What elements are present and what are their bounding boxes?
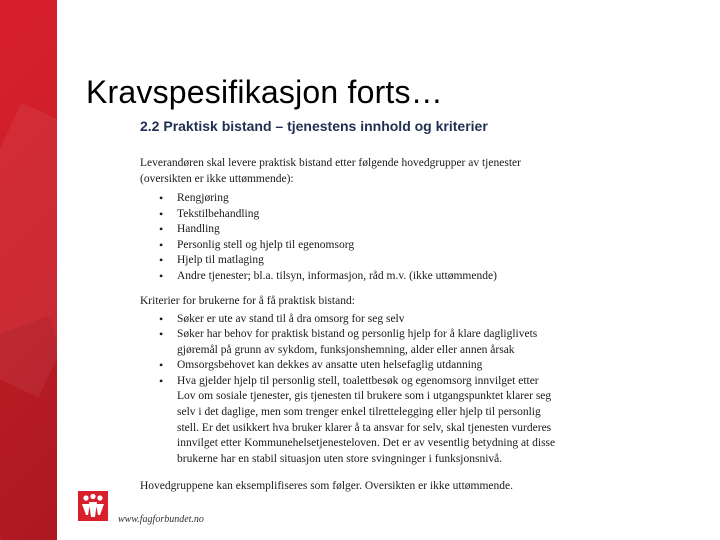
list-item: • Tekstilbehandling: [140, 207, 560, 223]
list-item: • Søker er ute av stand til å dra omsorg for seg selv: [140, 312, 560, 328]
website-url: www.fagforbundet.no: [118, 514, 204, 525]
slide-title: Kravspesifikasjon forts…: [86, 74, 443, 110]
list-item: • Søker har behov for praktisk bistand og personlig hjelp for å klare dagliglivets gjøremål på grunn av sykdom, funksjonshemning, alder eller annen årsak: [140, 327, 560, 358]
closing-paragraph: Hovedgruppene kan eksemplifiseres som følger. Oversikten er ikke uttømmende.: [140, 480, 514, 493]
criteria-list: [140, 312, 560, 468]
services-list: [140, 191, 560, 284]
list-item: • Hjelp til matlaging: [140, 253, 560, 269]
list-item: • Andre tjenester; bl.a. tilsyn, informasjon, råd m.v. (ikke uttømmende): [140, 269, 560, 285]
list-item: • Omsorgsbehovet kan dekkes av ansatte uten helsefaglig utdanning: [140, 358, 560, 374]
document-excerpt: [140, 118, 560, 495]
list-item: • Rengjøring: [140, 191, 560, 207]
intro-paragraph: Leverandøren skal levere praktisk bistand etter følgende hovedgrupper av tjenester (oversikten er ikke uttømmende):: [140, 157, 521, 185]
list-item: • Handling: [140, 222, 560, 238]
red-side-band: [0, 0, 57, 540]
document-heading: 2.2 Praktisk bistand – tjenestens innhold og kriterier: [140, 118, 488, 134]
criteria-heading: Kriterier for brukerne for å få praktisk bistand:: [140, 295, 355, 307]
list-item: • Personlig stell og hjelp til egenomsorg: [140, 238, 560, 254]
list-item: • Hva gjelder hjelp til personlig stell, toalettbesøk og egenomsorg innvilget etter Lov om sosiale tjenester, gis tjenesten til brukere som i utgangspunktet klarer seg selv i det daglige, men som trenger enkel tilrettelegging eller hjelp til personlig stell. Er det usikkert hva bruker klarer å ta ansvar for selv, skal tjenesten vurderes innvilget etter Kommunehelsetjenesteloven. Det er av vesentlig betydning at disse brukerne har en stabil situasjon uten store svingninger i funksjonsnivå.: [140, 374, 560, 468]
fagforbundet-logo-icon: [78, 491, 108, 521]
